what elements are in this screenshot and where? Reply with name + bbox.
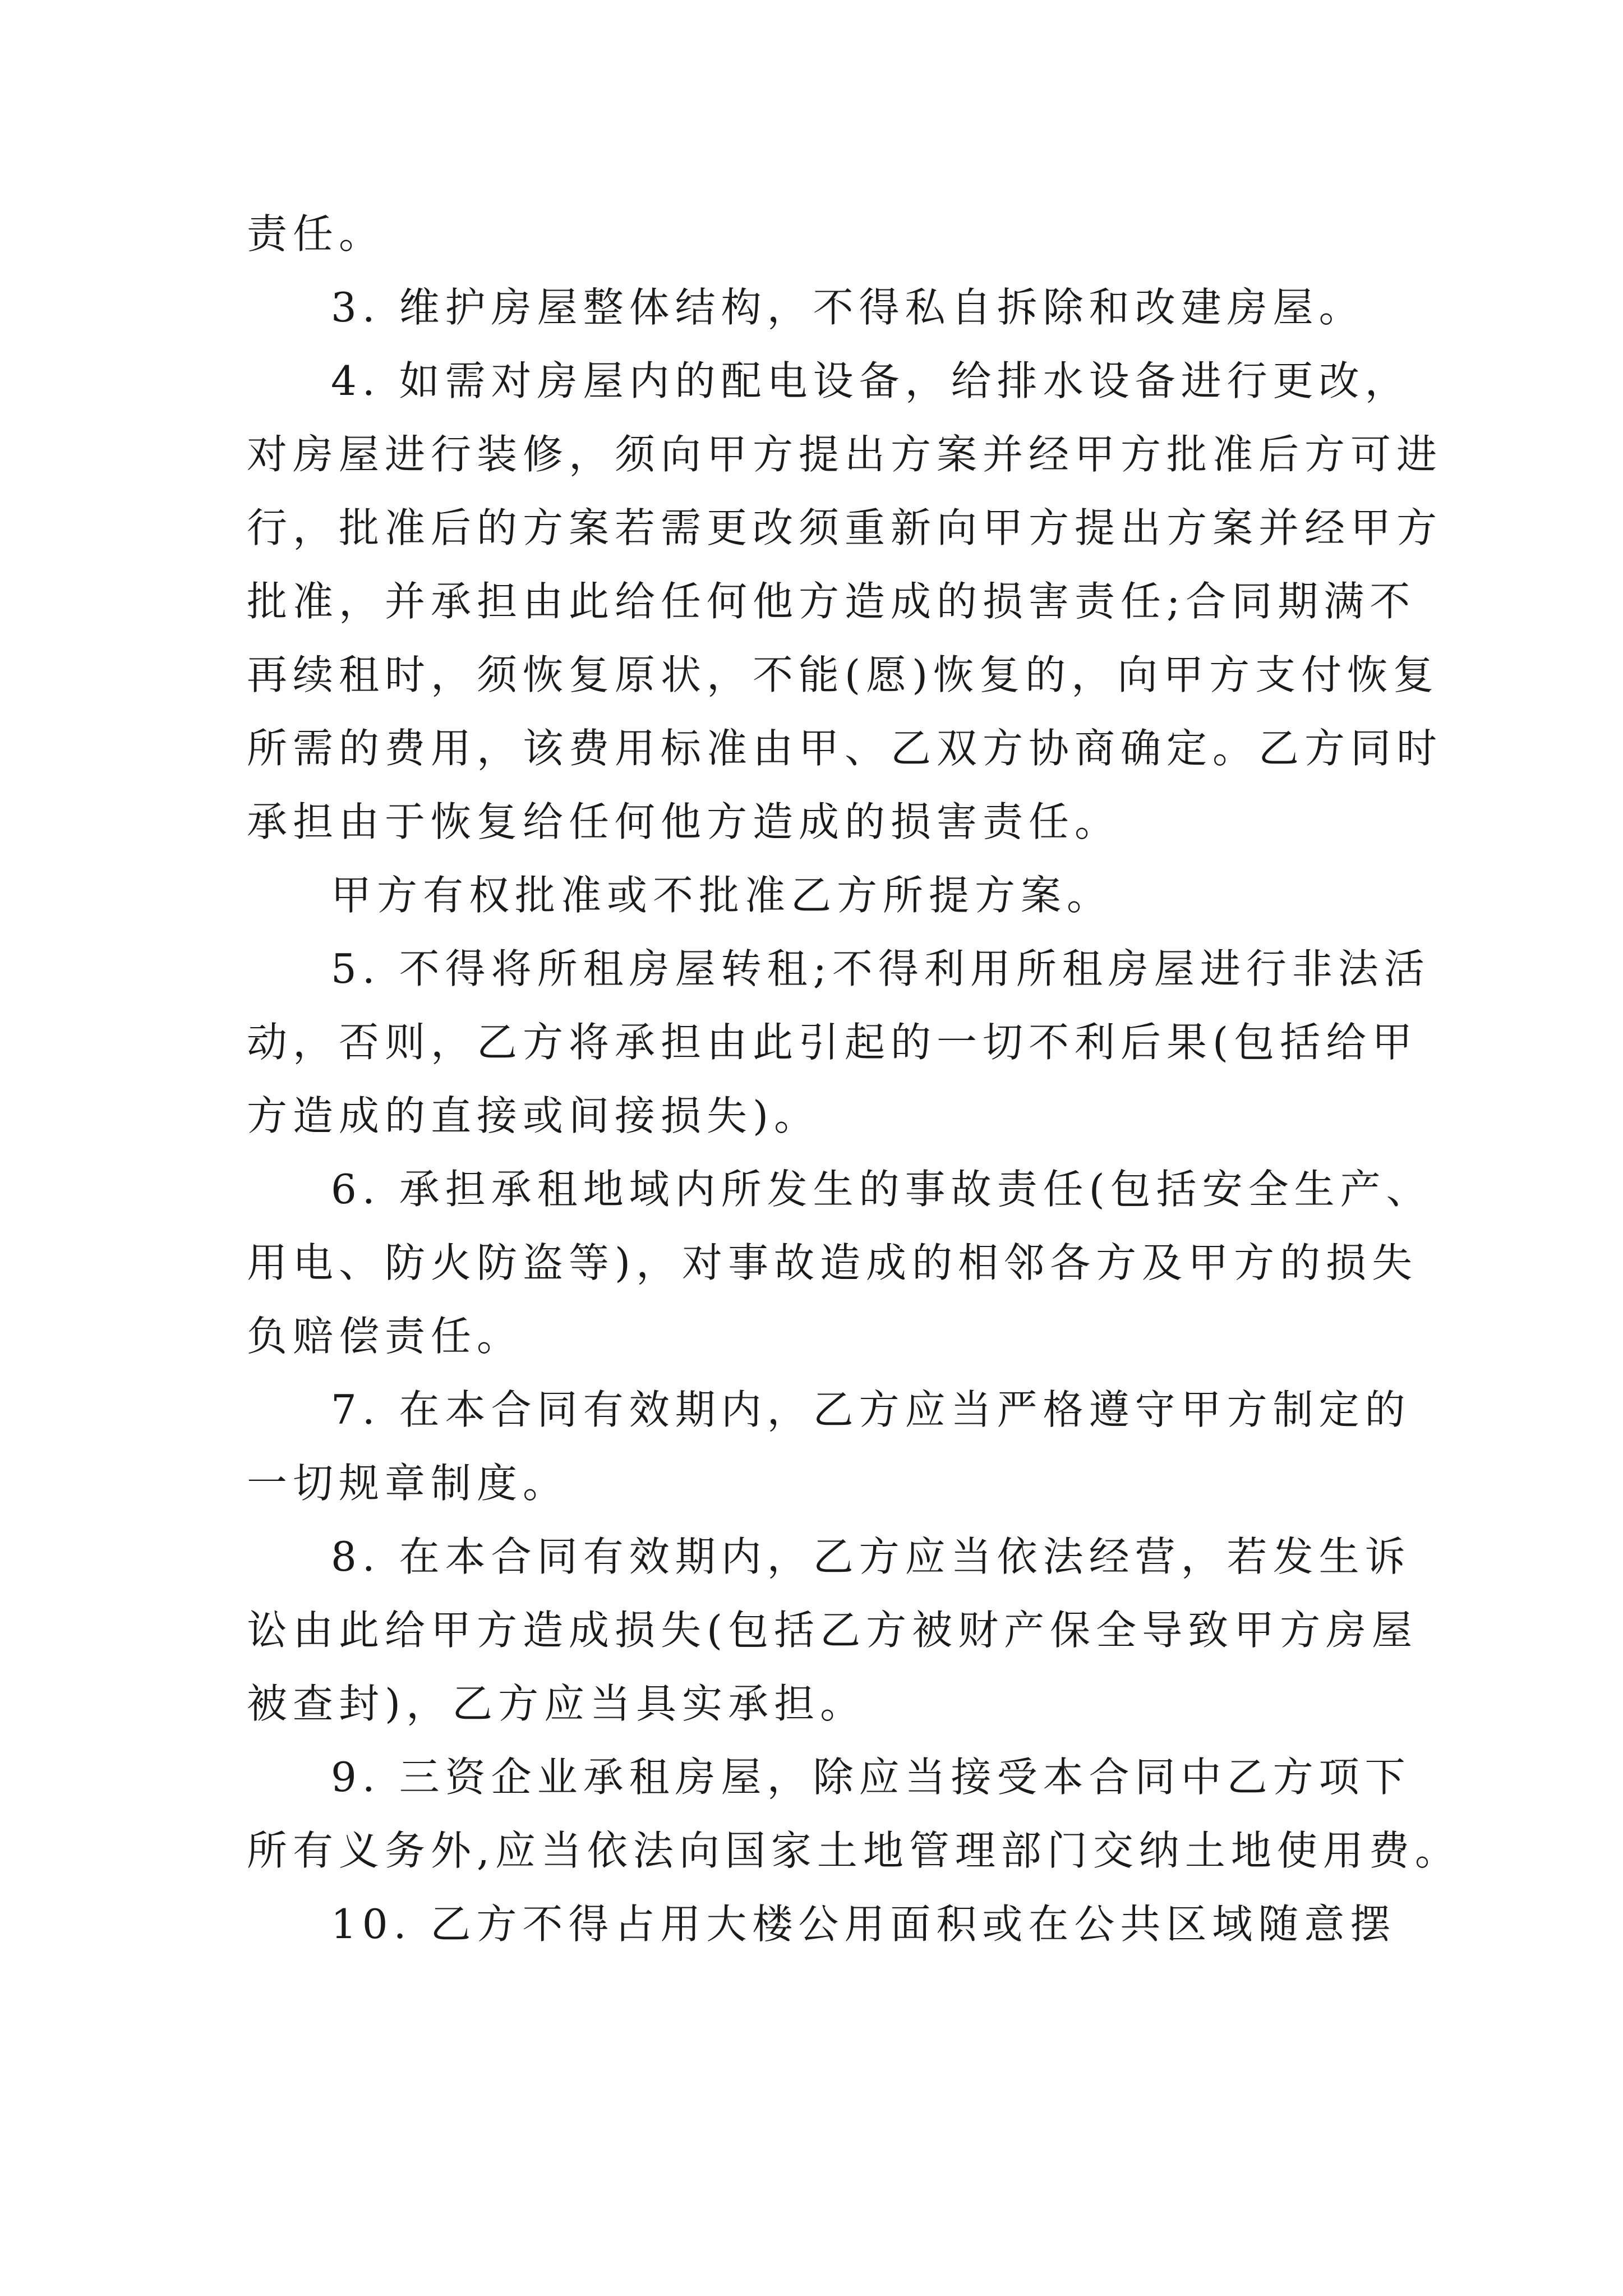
text-line: 行，批准后的方案若需更改须重新向甲方提出方案并经甲方 (247, 504, 1443, 551)
text-line: 所有义务外,应当依法向国家土地管理部门交纳土地使用费。 (247, 1827, 1461, 1874)
text-line: 承担由于恢复给任何他方造成的损害责任。 (247, 798, 1121, 845)
clause-4: 4. 如需对房屋内的配电设备，给排水设备进行更改， (331, 357, 1411, 404)
clause-3: 3. 维护房屋整体结构，不得私自拆除和改建房屋。 (331, 284, 1365, 331)
text-line: 负赔偿责任。 (247, 1313, 523, 1360)
text-line: 所需的费用，该费用标准由甲、乙双方协商确定。乙方同时 (247, 725, 1443, 772)
text-line: 一切规章制度。 (247, 1460, 569, 1507)
text-line: 批准，并承担由此给任何他方造成的损害责任;合同期满不 (247, 578, 1416, 625)
approval-paragraph: 甲方有权批准或不批准乙方所提方案。 (331, 872, 1113, 919)
text-line: 讼由此给甲方造成损失(包括乙方被财产保全导致甲方房屋 (247, 1607, 1418, 1654)
text-line: 对房屋进行装修，须向甲方提出方案并经甲方批准后方可进 (247, 431, 1443, 478)
clause-10: 10. 乙方不得占用大楼公用面积或在公共区域随意摆 (331, 1901, 1396, 1948)
clause-6: 6. 承担承租地域内所发生的事故责任(包括安全生产、 (331, 1166, 1432, 1213)
clause-9: 9. 三资企业承租房屋，除应当接受本合同中乙方项下 (331, 1754, 1411, 1801)
clause-5: 5. 不得将所租房屋转租;不得利用所租房屋进行非法活 (331, 945, 1430, 992)
text-line: 用电、防火防盗等)，对事故造成的相邻各方及甲方的损失 (247, 1239, 1418, 1286)
text-line: 动，否则，乙方将承担由此引起的一切不利后果(包括给甲 (247, 1019, 1418, 1066)
contract-text (247, 197, 1461, 1961)
clause-8: 8. 在本合同有效期内，乙方应当依法经营，若发生诉 (331, 1533, 1411, 1580)
text-line: 方造成的直接或间接损失)。 (247, 1092, 820, 1139)
text-line: 责任。 (247, 210, 385, 257)
text-line: 被查封)，乙方应当具实承担。 (247, 1680, 866, 1727)
text-line: 再续租时，须恢复原状，不能(愿)恢复的，向甲方支付恢复 (247, 651, 1440, 698)
clause-7: 7. 在本合同有效期内，乙方应当严格遵守甲方制定的 (331, 1386, 1411, 1433)
